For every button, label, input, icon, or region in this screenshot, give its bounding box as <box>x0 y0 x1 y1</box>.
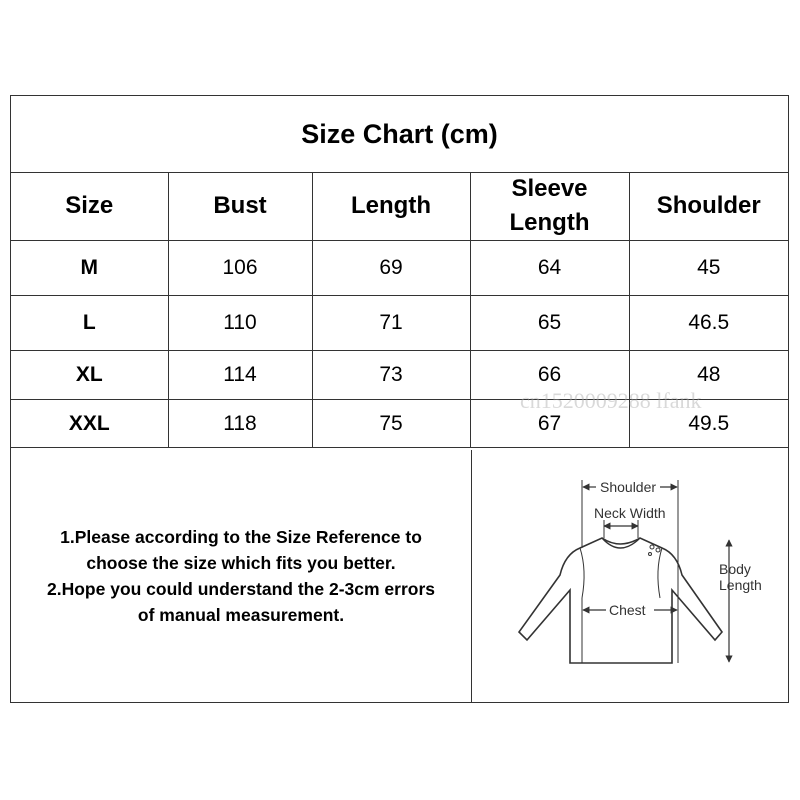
bust-cell: 118 <box>168 400 312 448</box>
shoulder-cell: 45 <box>629 241 788 296</box>
length-cell: 69 <box>312 241 470 296</box>
table-row <box>11 296 788 351</box>
measurement-notes <box>11 450 472 702</box>
button-icon <box>656 548 660 552</box>
sleeve-length-cell: 66 <box>470 351 629 400</box>
size-cell: L <box>11 296 168 351</box>
measurement-diagram <box>472 450 788 702</box>
bust-cell: 114 <box>168 351 312 400</box>
length-cell: 71 <box>312 296 470 351</box>
header-bust: Bust <box>168 172 312 241</box>
button-icon <box>649 553 652 556</box>
bust-cell: 106 <box>168 241 312 296</box>
sleeve-seam-right <box>658 548 662 598</box>
size-cell: XXL <box>11 400 168 448</box>
shoulder-cell: 46.5 <box>629 296 788 351</box>
sleeve-length-cell: 67 <box>470 400 629 448</box>
table-row <box>11 241 788 296</box>
neckline <box>602 538 640 548</box>
neck-width-label: Neck Width <box>594 505 666 521</box>
header-size: Size <box>11 172 168 241</box>
sleeve-length-cell: 64 <box>470 241 629 296</box>
note-line-3: 2.Hope you could understand the 2-3cm errors <box>47 579 435 599</box>
shoulder-cell: 49.5 <box>629 400 788 448</box>
note-line-4: of manual measurement. <box>137 605 345 625</box>
header-length: Length <box>312 172 470 241</box>
button-icon <box>650 545 654 549</box>
size-cell: XL <box>11 351 168 400</box>
header-sleeve-length <box>470 172 629 241</box>
sleeve-length-cell: 65 <box>470 296 629 351</box>
shoulder-cell: 48 <box>629 351 788 400</box>
sweater-diagram <box>472 450 788 702</box>
header-shoulder: Shoulder <box>629 172 788 241</box>
length-cell: 73 <box>312 351 470 400</box>
bust-cell: 110 <box>168 296 312 351</box>
length-cell: 75 <box>312 400 470 448</box>
shoulder-label: Shoulder <box>600 479 657 495</box>
chest-label: Chest <box>609 602 646 618</box>
body-length-label-2: Length <box>719 577 762 593</box>
sleeve-seam-left <box>580 548 584 598</box>
header-row <box>11 172 788 241</box>
sweater-outline <box>519 538 722 663</box>
note-line-2: choose the size which fits you better. <box>86 553 396 573</box>
body-length-label-1: Body <box>719 561 751 577</box>
note-line-1: 1.Please according to the Size Reference to <box>60 527 422 547</box>
header-sleeve-length-text: Sleeve Length <box>509 175 590 236</box>
watermark-text: cn1520009288 lfank <box>520 388 702 413</box>
chart-title: Size Chart (cm) <box>11 96 788 173</box>
size-cell: M <box>11 241 168 296</box>
